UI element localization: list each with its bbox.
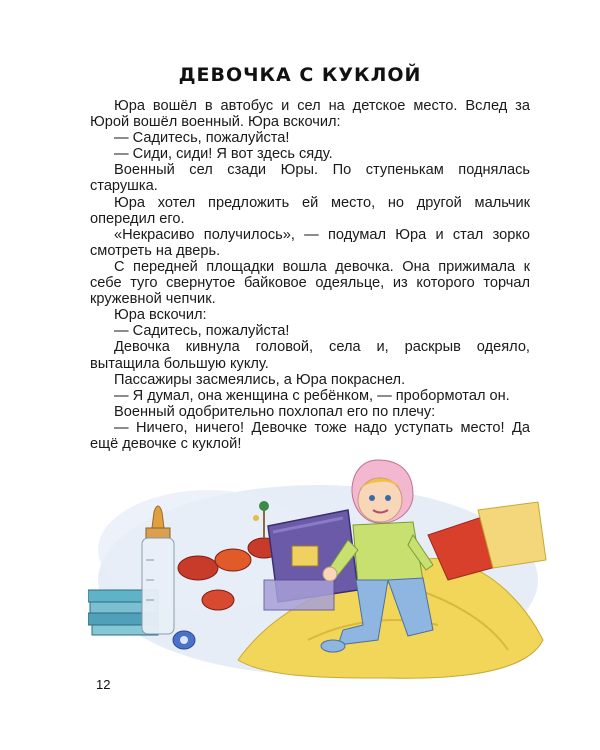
paragraph: С передней площадки вошла девочка. Она прижимала к себе туго свернутое байковое одеяльце, из которого торчал кружевной чепчик. bbox=[90, 258, 530, 308]
page-number: 12 bbox=[96, 677, 111, 692]
paragraph: Юра вскочил: bbox=[114, 307, 207, 324]
paragraph: Юра вошёл в автобус и сел на детское место. Вслед за Юрой вошёл военный. Юра вскочил: bbox=[90, 98, 530, 131]
doll-illustration bbox=[88, 440, 548, 682]
paragraph: Военный сел сзади Юры. По ступенькам поднялась старушка. bbox=[90, 162, 530, 195]
paragraph: — Сиди, сиди! Я вот здесь сяду. bbox=[114, 146, 333, 163]
paragraph: Юра хотел предложить ей место, но другой мальчик опередил его. bbox=[90, 194, 530, 227]
paragraph: — Садитесь, пожалуйста! bbox=[114, 130, 290, 147]
paragraph: — Я думал, она женщина с ребёнком, — пробормотал он. bbox=[114, 387, 510, 404]
pacifier bbox=[173, 631, 195, 649]
paragraph: Девочка кивнула головой, села и, раскрыв одеяло, вытащила большую куклу. bbox=[90, 339, 530, 372]
paragraph: — Ничего, ничего! Девочке тоже надо уступать место! Да ещё девочке с куклой! bbox=[90, 419, 530, 452]
paragraph: «Некрасиво получилось», — подумал Юра и стал зорко смотреть на дверь. bbox=[90, 226, 530, 259]
story-text bbox=[90, 98, 530, 452]
paragraph: Пассажиры засмеялись, а Юра покраснел. bbox=[114, 371, 406, 388]
paragraph: Военный одобрительно похлопал его по плечу: bbox=[114, 403, 436, 420]
page-title: ДЕВОЧКА С КУКЛОЙ bbox=[178, 64, 422, 86]
paragraph: — Садитесь, пожалуйста! bbox=[114, 323, 290, 340]
